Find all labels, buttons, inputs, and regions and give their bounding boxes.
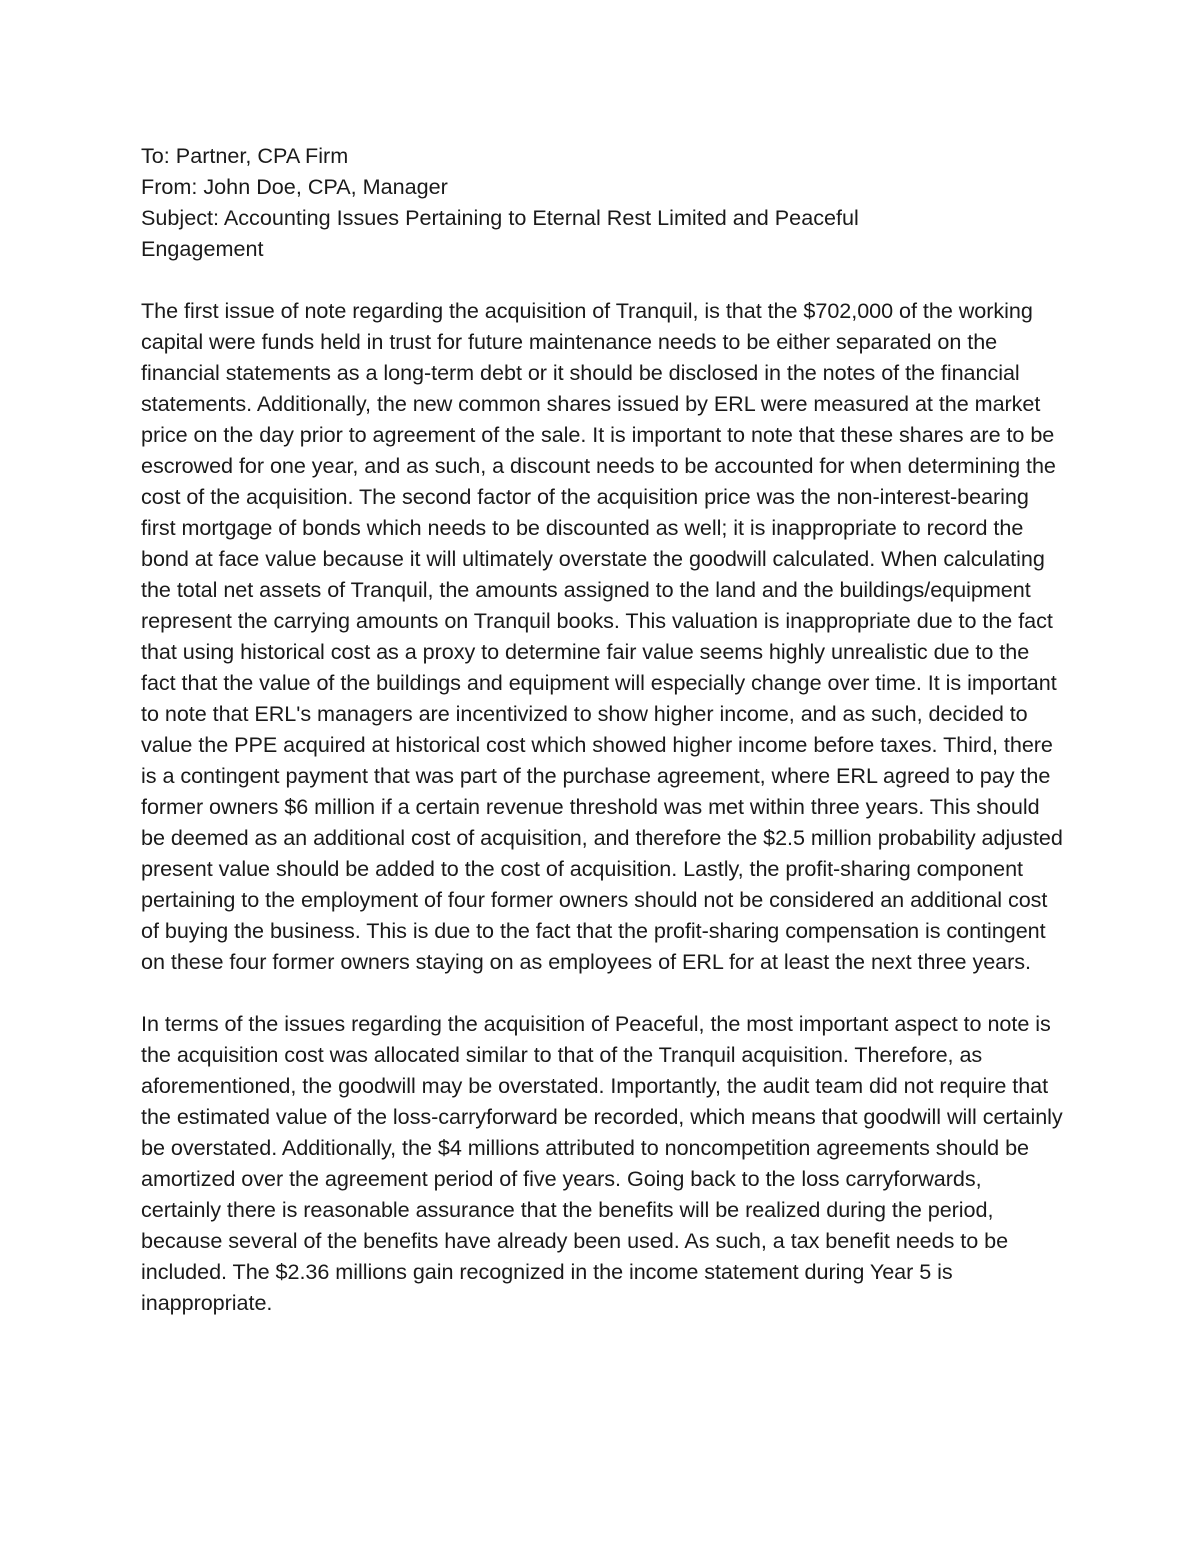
- memo-content: [141, 140, 1066, 1318]
- body-paragraph-tranquil: The first issue of note regarding the acquisition of Tranquil, is that the $702,000 of the working capital were funds held in trust for future maintenance needs to be either separated on the financial statements as a long-term debt or it should be disclosed in the notes of the financial statements. Additionally, the new common shares issued by ERL were measured at the market price on the day prior to agreement of the sale. It is important to note that these shares are to be escrowed for one year, and as such, a discount needs to be accounted for when determining the cost of the acquisition. The second factor of the acquisition price was the non-interest-bearing first mortgage of bonds which needs to be discounted as well; it is inappropriate to record the bond at face value because it will ultimately overstate the goodwill calculated. When calculating the total net assets of Tranquil, the amounts assigned to the land and the buildings/equipment represent the carrying amounts on Tranquil books. This valuation is inappropriate due to the fact that using historical cost as a proxy to determine fair value seems highly unrealistic due to the fact that the value of the buildings and equipment will especially change over time. It is important to note that ERL's managers are incentivized to show higher income, and as such, decided to value the PPE acquired at historical cost which showed higher income before taxes. Third, there is a contingent payment that was part of the purchase agreement, where ERL agreed to pay the former owners $6 million if a certain revenue threshold was met within three years. This should be deemed as an additional cost of acquisition, and therefore the $2.5 million probability adjusted present value should be added to the cost of acquisition. Lastly, the profit-sharing component pertaining to the employment of four former owners should not be considered an additional cost of buying the business. This is due to the fact that the profit-sharing compensation is contingent on these four former owners staying on as employees of ERL for at least the next three years.: [141, 298, 1063, 974]
- memo-from-line: From: John Doe, CPA, Manager: [141, 174, 448, 199]
- memo-to-line: To: Partner, CPA Firm: [141, 143, 349, 168]
- memo-subject-line: Subject: Accounting Issues Pertaining to Eternal Rest Limited and Peaceful Engagement: [141, 205, 859, 261]
- body-paragraph-peaceful: In terms of the issues regarding the acquisition of Peaceful, the most important aspect to note is the acquisition cost was allocated similar to that of the Tranquil acquisition. Therefore, as aforementioned, the goodwill may be overstated. Importantly, the audit team did not require that the estimated value of the loss-carryforward be recorded, which means that goodwill will certainly be overstated. Additionally, the $4 millions attributed to noncompetition agreements should be amortized over the agreement period of five years. Going back to the loss carryforwards, certainly there is reasonable assurance that the benefits will be realized during the period, because several of the benefits have already been used. As such, a tax benefit needs to be included. The $2.36 millions gain recognized in the income statement during Year 5 is inappropriate.: [141, 1011, 1063, 1315]
